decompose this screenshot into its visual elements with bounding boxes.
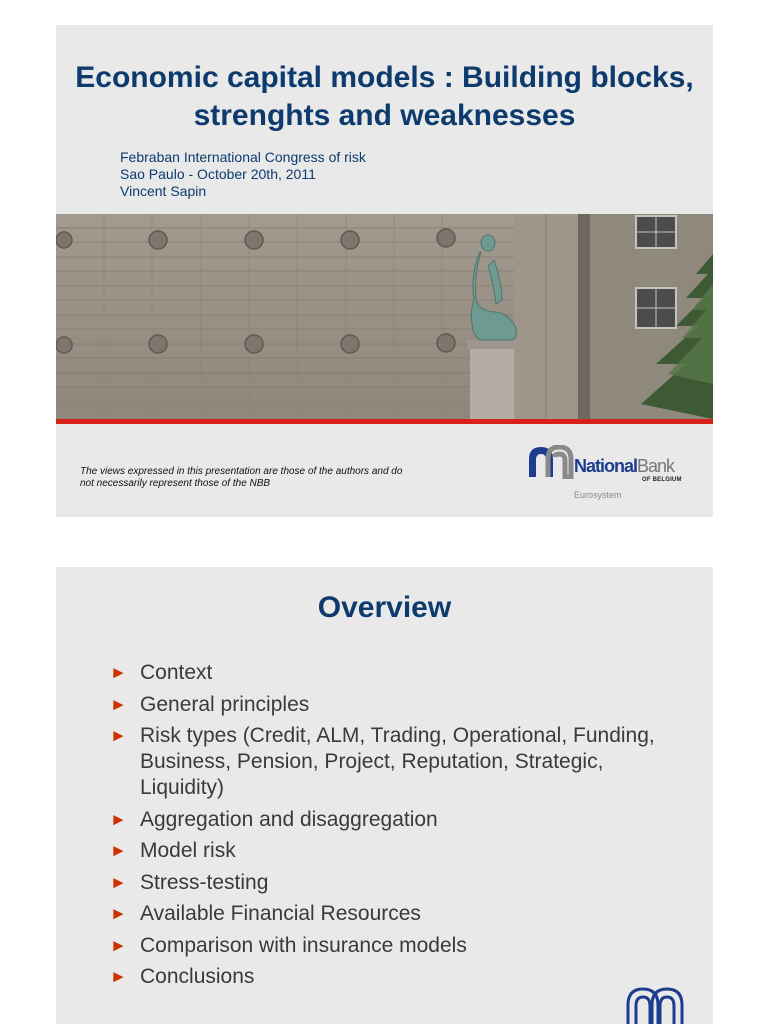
bullet-arrow-icon: ► bbox=[110, 841, 127, 860]
list-item bbox=[110, 901, 670, 927]
subtitle-author: Vincent Sapin bbox=[120, 183, 207, 199]
list-item-text: Aggregation and disaggregation bbox=[140, 807, 438, 831]
nbb-logo-name-part2: Bank bbox=[637, 456, 675, 476]
subtitle-place-date: Sao Paulo - October 20th, 2011 bbox=[120, 166, 316, 182]
list-item-text: Stress-testing bbox=[140, 870, 269, 894]
list-item bbox=[110, 723, 670, 801]
list-item bbox=[110, 660, 670, 686]
list-item bbox=[110, 692, 670, 718]
bullet-arrow-icon: ► bbox=[110, 967, 127, 986]
list-item-text: Available Financial Resources bbox=[140, 902, 421, 925]
subtitle-event: Febraban International Congress of risk bbox=[120, 149, 366, 165]
list-item-text: General principles bbox=[140, 692, 310, 716]
list-item bbox=[110, 838, 670, 864]
list-item bbox=[110, 807, 670, 833]
overview-list bbox=[110, 660, 670, 996]
building-photo bbox=[56, 214, 713, 419]
bullet-arrow-icon: ► bbox=[110, 935, 127, 955]
nbb-logo bbox=[524, 443, 696, 501]
nbb-logo-name bbox=[574, 456, 674, 476]
slide-title bbox=[56, 25, 713, 517]
list-item-text: Comparison with insurance models bbox=[140, 933, 467, 957]
nbb-logo-name-part1: National bbox=[574, 456, 638, 476]
list-item bbox=[110, 933, 670, 959]
bullet-arrow-icon: ► bbox=[110, 904, 127, 923]
list-item bbox=[110, 964, 670, 990]
bullet-arrow-icon: ► bbox=[110, 872, 127, 892]
slide-subtitle bbox=[120, 149, 366, 200]
list-item-text: Risk types (Credit, ALM, Trading, Operational, Funding, Business, Pension, Project, Reputation, Strategic, Liquidity) bbox=[140, 724, 655, 799]
slide-overview bbox=[56, 567, 713, 1024]
nbb-watermark-icon bbox=[624, 985, 686, 1024]
slide-title-heading: Economic capital models : Building blocks, strenghts and weaknesses bbox=[75, 61, 694, 132]
overview-title: Overview bbox=[317, 591, 452, 624]
bullet-arrow-icon: ► bbox=[110, 694, 127, 714]
list-item-text: Conclusions bbox=[140, 965, 255, 988]
list-item-text: Model risk bbox=[140, 839, 236, 862]
bullet-arrow-icon: ► bbox=[110, 663, 127, 682]
bullet-arrow-icon: ► bbox=[110, 809, 127, 829]
red-divider bbox=[56, 419, 713, 424]
nbb-logo-mark bbox=[526, 445, 574, 479]
bullet-arrow-icon: ► bbox=[110, 726, 127, 745]
list-item-text: Context bbox=[140, 661, 213, 684]
disclaimer-text: The views expressed in this presentation are those of the authors and do not necessarily represent those of the NBB bbox=[80, 466, 403, 489]
list-item bbox=[110, 870, 670, 896]
nbb-logo-sub: OF BELGIUM bbox=[642, 477, 682, 483]
eurosystem-label: Eurosystem bbox=[574, 490, 622, 500]
